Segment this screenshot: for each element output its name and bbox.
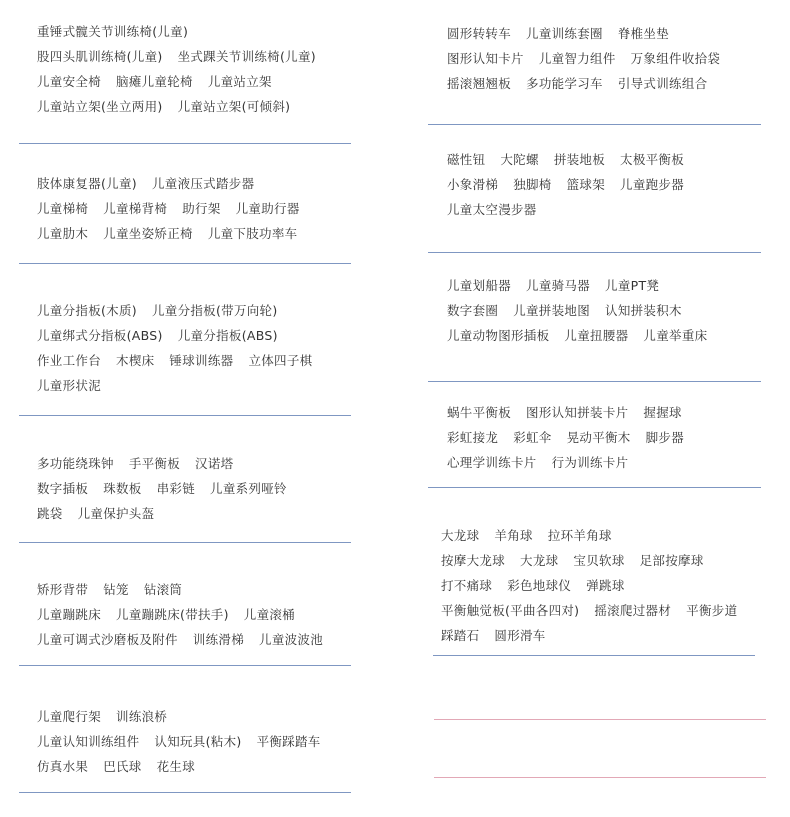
item-text: 儿童举重床 <box>643 328 708 343</box>
list-line <box>37 373 312 398</box>
item-text: 儿童分指板(带万向轮) <box>151 303 278 318</box>
section-divider-red <box>434 719 766 720</box>
list-line <box>37 577 323 602</box>
item-text: 训练滑梯 <box>192 632 245 647</box>
item-text: 助行架 <box>182 201 221 216</box>
item-text: 打不痛球 <box>441 578 493 593</box>
item-text: 儿童保护头盔 <box>77 506 155 521</box>
section-divider <box>19 143 351 144</box>
item-text: 大陀螺 <box>500 152 539 167</box>
item-text: 花生球 <box>156 759 196 774</box>
item-text: 跳袋 <box>37 506 63 521</box>
item-text: 儿童跑步器 <box>620 177 685 192</box>
item-text: 小象滑梯 <box>447 177 499 192</box>
item-text: 脚步器 <box>645 430 685 445</box>
section-divider <box>428 381 761 382</box>
left-block-3 <box>37 298 312 398</box>
item-text: 平衡踩踏车 <box>256 734 321 749</box>
item-text: 儿童助行器 <box>235 201 300 216</box>
item-text: 作业工作台 <box>37 353 102 368</box>
right-block-5 <box>441 523 737 648</box>
item-text: 太极平衡板 <box>620 152 685 167</box>
item-text: 磁性钮 <box>447 152 486 167</box>
list-line <box>447 197 684 222</box>
item-text: 儿童爬行架 <box>37 709 102 724</box>
item-text: 脊椎坐垫 <box>617 26 670 41</box>
item-text: 圆形转转车 <box>447 26 512 41</box>
item-text: 儿童形状泥 <box>37 378 102 393</box>
item-text: 儿童安全椅 <box>37 74 102 89</box>
section-divider <box>19 792 351 793</box>
section-divider <box>428 487 761 488</box>
item-text: 儿童分指板(木质) <box>37 303 137 318</box>
list-line <box>37 729 321 754</box>
list-line <box>447 46 720 71</box>
list-line <box>441 598 737 623</box>
list-line <box>37 298 312 323</box>
list-line <box>37 94 316 119</box>
list-line <box>447 147 684 172</box>
item-text: 平衡触觉板(平曲各四对) <box>441 603 580 618</box>
item-text: 巴氏球 <box>103 759 142 774</box>
item-text: 钻笼 <box>103 582 129 597</box>
item-text: 大龙球 <box>520 553 559 568</box>
item-text: 儿童划船器 <box>447 278 512 293</box>
item-text: 数字套圈 <box>447 303 499 318</box>
item-text: 摇滚爬过器材 <box>594 603 672 618</box>
item-text: 儿童训练套圈 <box>526 26 603 41</box>
item-text: 心理学训练卡片 <box>447 455 537 470</box>
item-text: 儿童下肢功率车 <box>207 226 298 241</box>
list-line <box>447 172 684 197</box>
left-block-2 <box>37 171 300 246</box>
item-text: 拼装地板 <box>553 152 606 167</box>
item-text: 儿童智力组件 <box>538 51 616 66</box>
item-text: 弹跳球 <box>586 578 625 593</box>
left-block-4 <box>37 451 287 526</box>
section-divider <box>19 415 351 416</box>
item-text: 篮球架 <box>566 177 606 192</box>
list-line <box>37 44 316 69</box>
item-text: 儿童动物图形插板 <box>447 328 550 343</box>
item-text: 钻滚筒 <box>143 582 183 597</box>
item-text: 儿童绑式分指板(ABS) <box>37 328 163 343</box>
item-text: 多功能绕珠钟 <box>37 456 114 471</box>
item-text: 多功能学习车 <box>526 76 603 91</box>
item-text: 矫形背带 <box>37 582 89 597</box>
item-text: 儿童站立架(坐立两用) <box>37 99 163 114</box>
item-text: 串彩链 <box>156 481 196 496</box>
list-line <box>447 273 707 298</box>
item-text: 儿童梯椅 <box>37 201 89 216</box>
section-divider <box>19 665 351 666</box>
list-line <box>447 400 684 425</box>
item-text: 儿童扭腰器 <box>564 328 629 343</box>
list-line <box>37 221 300 246</box>
list-line <box>37 627 323 652</box>
list-line <box>447 323 707 348</box>
list-line <box>447 21 720 46</box>
item-text: 图形认知卡片 <box>447 51 524 66</box>
list-line <box>37 196 300 221</box>
item-text: 蜗牛平衡板 <box>447 405 512 420</box>
item-text: 脑瘫儿童轮椅 <box>116 74 193 89</box>
item-text: 珠数板 <box>103 481 142 496</box>
item-text: 彩虹伞 <box>513 430 552 445</box>
item-text: 肢体康复器(儿童) <box>37 176 137 191</box>
item-text: 认知玩具(粘木) <box>154 734 242 749</box>
item-text: 行为训练卡片 <box>551 455 629 470</box>
section-divider <box>19 542 351 543</box>
item-text: 踩踏石 <box>441 628 480 643</box>
item-text: 儿童可调式沙磨板及附件 <box>37 632 178 647</box>
right-block-2 <box>447 147 684 222</box>
item-text: 儿童认知训练组件 <box>37 734 140 749</box>
item-text: 摇滚翘翘板 <box>447 76 512 91</box>
right-block-4 <box>447 400 684 475</box>
item-text: 儿童肋木 <box>37 226 89 241</box>
item-text: 拉环羊角球 <box>547 528 612 543</box>
item-text: 彩色地球仪 <box>507 578 572 593</box>
list-line <box>37 754 321 779</box>
left-block-6 <box>37 704 321 779</box>
list-line <box>441 573 737 598</box>
item-text: 仿真水果 <box>37 759 89 774</box>
item-text: 大龙球 <box>441 528 480 543</box>
item-text: 晃动平衡木 <box>566 430 631 445</box>
item-text: 儿童分指板(ABS) <box>177 328 278 343</box>
item-text: 坐式踝关节训练椅(儿童) <box>177 49 316 64</box>
item-text: 平衡步道 <box>686 603 738 618</box>
list-line <box>37 69 316 94</box>
item-text: 握握球 <box>643 405 682 420</box>
list-line <box>37 476 287 501</box>
item-text: 儿童站立架(可倾斜) <box>177 99 291 114</box>
list-line <box>37 602 323 627</box>
list-line <box>37 501 287 526</box>
item-text: 儿童PT凳 <box>605 278 660 293</box>
section-divider <box>428 124 761 125</box>
item-text: 儿童波波池 <box>259 632 324 647</box>
item-text: 宝贝软球 <box>573 553 625 568</box>
item-text: 儿童站立架 <box>207 74 272 89</box>
left-block-5 <box>37 577 323 652</box>
list-line <box>441 548 737 573</box>
item-text: 独脚椅 <box>513 177 552 192</box>
list-line <box>37 348 312 373</box>
item-text: 羊角球 <box>494 528 533 543</box>
item-text: 立体四子棋 <box>248 353 313 368</box>
list-line <box>441 523 737 548</box>
list-line <box>37 451 287 476</box>
item-text: 足部按摩球 <box>639 553 704 568</box>
list-line <box>37 704 321 729</box>
item-text: 儿童滚桶 <box>243 607 295 622</box>
item-text: 圆形滑车 <box>494 628 546 643</box>
list-line <box>441 623 737 648</box>
left-block-1 <box>37 19 316 119</box>
item-text: 彩虹接龙 <box>447 430 499 445</box>
item-text: 儿童梯背椅 <box>103 201 168 216</box>
item-text: 汉诺塔 <box>195 456 234 471</box>
section-divider <box>19 263 351 264</box>
item-text: 儿童液压式踏步器 <box>151 176 255 191</box>
list-line <box>37 171 300 196</box>
list-line <box>447 71 720 96</box>
item-text: 儿童骑马器 <box>526 278 591 293</box>
item-text: 训练浪桥 <box>116 709 168 724</box>
item-text: 重锤式髋关节训练椅(儿童) <box>37 24 189 39</box>
item-text: 儿童坐姿矫正椅 <box>103 226 193 241</box>
item-text: 引导式训练组合 <box>617 76 708 91</box>
item-text: 儿童拼装地图 <box>513 303 591 318</box>
item-text: 木楔床 <box>116 353 155 368</box>
item-text: 儿童系列哑铃 <box>210 481 287 496</box>
right-block-1 <box>447 21 720 96</box>
item-text: 图形认知拼装卡片 <box>526 405 629 420</box>
section-divider-red <box>434 777 766 778</box>
item-text: 儿童蹦跳床(带扶手) <box>116 607 229 622</box>
item-text: 锤球训练器 <box>169 353 234 368</box>
item-text: 儿童太空漫步器 <box>447 202 537 217</box>
item-text: 按摩大龙球 <box>441 553 506 568</box>
section-divider <box>428 252 761 253</box>
item-text: 认知拼装积木 <box>605 303 682 318</box>
section-divider <box>433 655 755 656</box>
item-text: 股四头肌训练椅(儿童) <box>37 49 163 64</box>
list-line <box>447 450 684 475</box>
list-line <box>447 425 684 450</box>
list-line <box>37 323 312 348</box>
list-line <box>447 298 707 323</box>
item-text: 数字插板 <box>37 481 89 496</box>
right-block-3 <box>447 273 707 348</box>
item-text: 手平衡板 <box>128 456 181 471</box>
item-text: 儿童蹦跳床 <box>37 607 102 622</box>
item-text: 万象组件收拾袋 <box>630 51 721 66</box>
list-line <box>37 19 316 44</box>
